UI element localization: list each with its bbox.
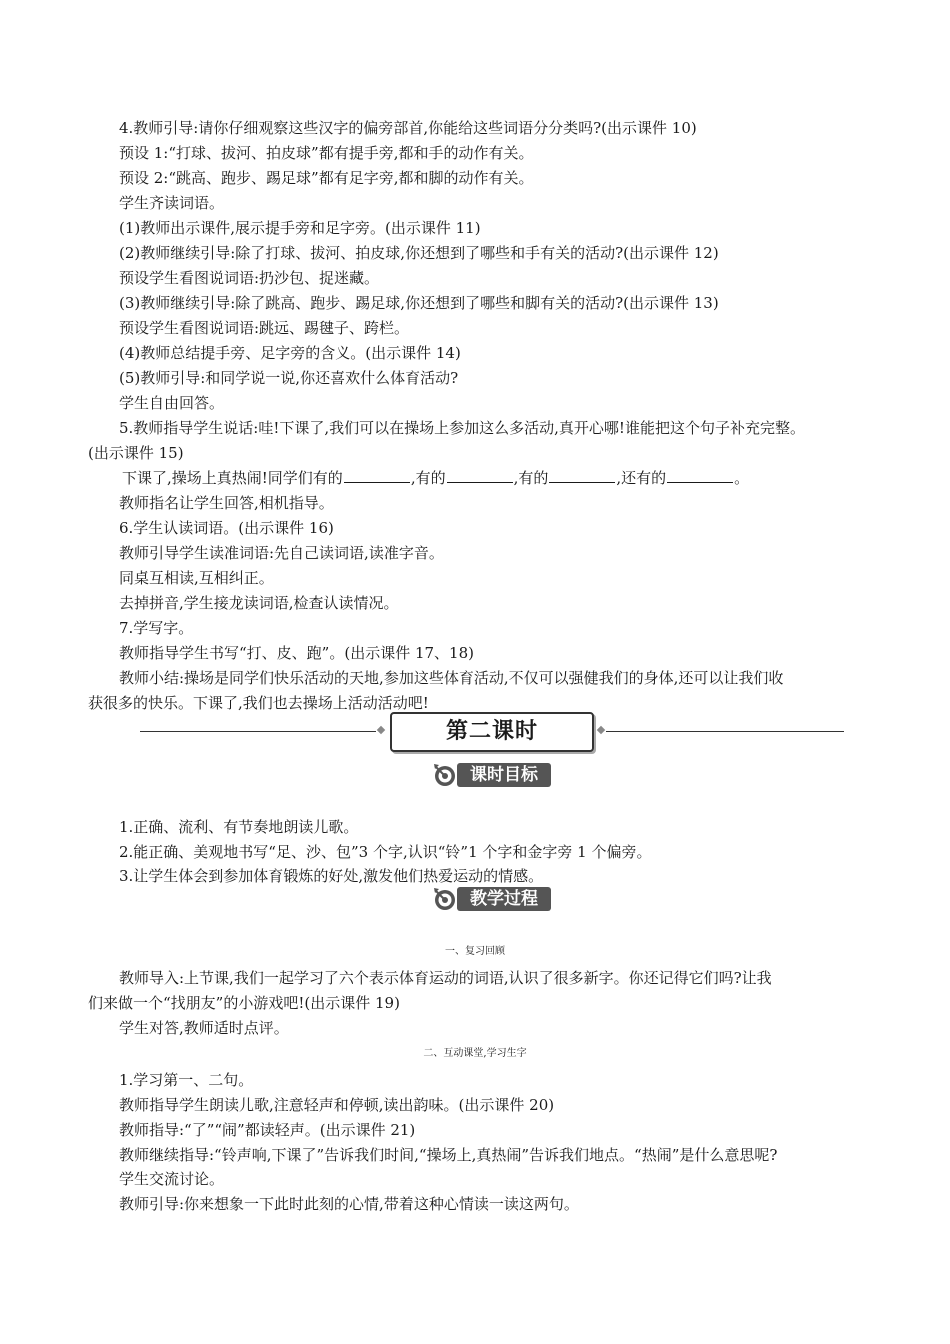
fill-in-sentence <box>122 466 749 490</box>
paragraph: (5)教师引导:和同学说一说,你还喜欢什么体育活动? <box>119 369 459 387</box>
diamond-icon <box>377 726 385 734</box>
paragraph: 们来做一个“找朋友”的小游戏吧!(出示课件 19) <box>88 994 400 1012</box>
section-tag-label: 教学过程 <box>457 887 551 911</box>
answer-blank <box>667 468 733 483</box>
paragraph: 教师指导学生书写“打、皮、跑”。(出示课件 17、18) <box>119 644 474 662</box>
paragraph: 5.教师指导学生说话:哇!下课了,我们可以在操场上参加这么多活动,真开心哪!谁能把这个句子补充完整。 <box>119 419 805 437</box>
paragraph: 学生齐读词语。 <box>119 194 225 212</box>
paragraph: (4)教师总结提手旁、足字旁的含义。(出示课件 14) <box>119 344 461 362</box>
section-tag-label: 课时目标 <box>457 763 551 787</box>
paragraph: 教师引导:你来想象一下此时此刻的心情,带着这种心情读一读这两句。 <box>119 1195 579 1213</box>
paragraph: 教师指导学生朗读儿歌,注意轻声和停顿,读出韵味。(出示课件 20) <box>119 1096 555 1114</box>
paragraph: 预设学生看图说词语:扔沙包、捉迷藏。 <box>119 269 380 287</box>
paragraph: 学生交流讨论。 <box>119 1170 225 1188</box>
paragraph: 学生对答,教师适时点评。 <box>119 1019 289 1037</box>
paragraph: 1.学习第一、二句。 <box>119 1071 254 1089</box>
lesson-banner <box>140 712 844 752</box>
section-heading: 一、复习回顾 <box>445 946 505 957</box>
answer-blank <box>344 468 410 483</box>
section-tag-process <box>433 886 551 912</box>
paragraph: 7.学写字。 <box>119 619 194 637</box>
paragraph: (2)教师继续引导:除了打球、拔河、拍皮球,你还想到了哪些和手有关的活动?(出示课件 12) <box>119 244 719 262</box>
paragraph: 学生自由回答。 <box>119 394 225 412</box>
target-icon <box>433 763 457 787</box>
paragraph: 教师指导:“了”“闹”都读轻声。(出示课件 21) <box>119 1121 416 1139</box>
answer-blank <box>447 468 513 483</box>
sentence-part: 下课了,操场上真热闹!同学们有的 <box>122 469 343 487</box>
diamond-icon <box>597 726 605 734</box>
paragraph: 预设学生看图说词语:跳远、踢毽子、跨栏。 <box>119 319 410 337</box>
paragraph: 教师引导学生读准词语:先自己读词语,读准字音。 <box>119 544 444 562</box>
paragraph: 预设 1:“打球、拔河、拍皮球”都有提手旁,都和手的动作有关。 <box>119 144 534 162</box>
paragraph: 教师指名让学生回答,相机指导。 <box>119 494 334 512</box>
banner-rule-left <box>140 731 376 732</box>
section-heading: 二、互动课堂,学习生字 <box>423 1048 527 1059</box>
sentence-part: ,有的 <box>410 469 446 487</box>
paragraph: (出示课件 15) <box>88 444 184 462</box>
goal-item: 2.能正确、美观地书写“足、沙、包”3 个字,认识“铃”1 个字和金字旁 1 个偏旁。 <box>119 843 652 861</box>
section-tag-goals <box>433 762 551 788</box>
goal-item: 1.正确、流利、有节奏地朗读儿歌。 <box>119 818 359 836</box>
sentence-part: ,有的 <box>513 469 549 487</box>
paragraph: 预设 2:“跳高、跑步、踢足球”都有足字旁,都和脚的动作有关。 <box>119 169 534 187</box>
paragraph: 同桌互相读,互相纠正。 <box>119 569 274 587</box>
answer-blank <box>549 468 615 483</box>
sentence-part: ,还有的 <box>616 469 667 487</box>
target-icon <box>433 887 457 911</box>
paragraph: 获很多的快乐。下课了,我们也去操场上活动活动吧! <box>88 694 429 712</box>
banner-rule-right <box>606 731 844 732</box>
paragraph: 教师继续指导:“铃声响,下课了”告诉我们时间,“操场上,真热闹”告诉我们地点。“热闹”是什么意思呢? <box>119 1146 778 1164</box>
paragraph: 教师导入:上节课,我们一起学习了六个表示体育运动的词语,认识了很多新字。你还记得它们吗?让我 <box>119 969 772 987</box>
lesson-title: 第二课时 <box>390 712 594 752</box>
paragraph: (3)教师继续引导:除了跳高、跑步、踢足球,你还想到了哪些和脚有关的活动?(出示课件 13) <box>119 294 719 312</box>
paragraph: 去掉拼音,学生接龙读词语,检查认读情况。 <box>119 594 399 612</box>
goal-item: 3.让学生体会到参加体育锻炼的好处,激发他们热爱运动的情感。 <box>119 867 544 885</box>
sentence-part: 。 <box>734 469 750 487</box>
paragraph: 教师小结:操场是同学们快乐活动的天地,参加这些体育活动,不仅可以强健我们的身体,还可以让我们收 <box>119 669 784 687</box>
paragraph: 4.教师引导:请你仔细观察这些汉字的偏旁部首,你能给这些词语分分类吗?(出示课件 10) <box>119 119 697 137</box>
paragraph: (1)教师出示课件,展示提手旁和足字旁。(出示课件 11) <box>119 219 481 237</box>
paragraph: 6.学生认读词语。(出示课件 16) <box>119 519 334 537</box>
